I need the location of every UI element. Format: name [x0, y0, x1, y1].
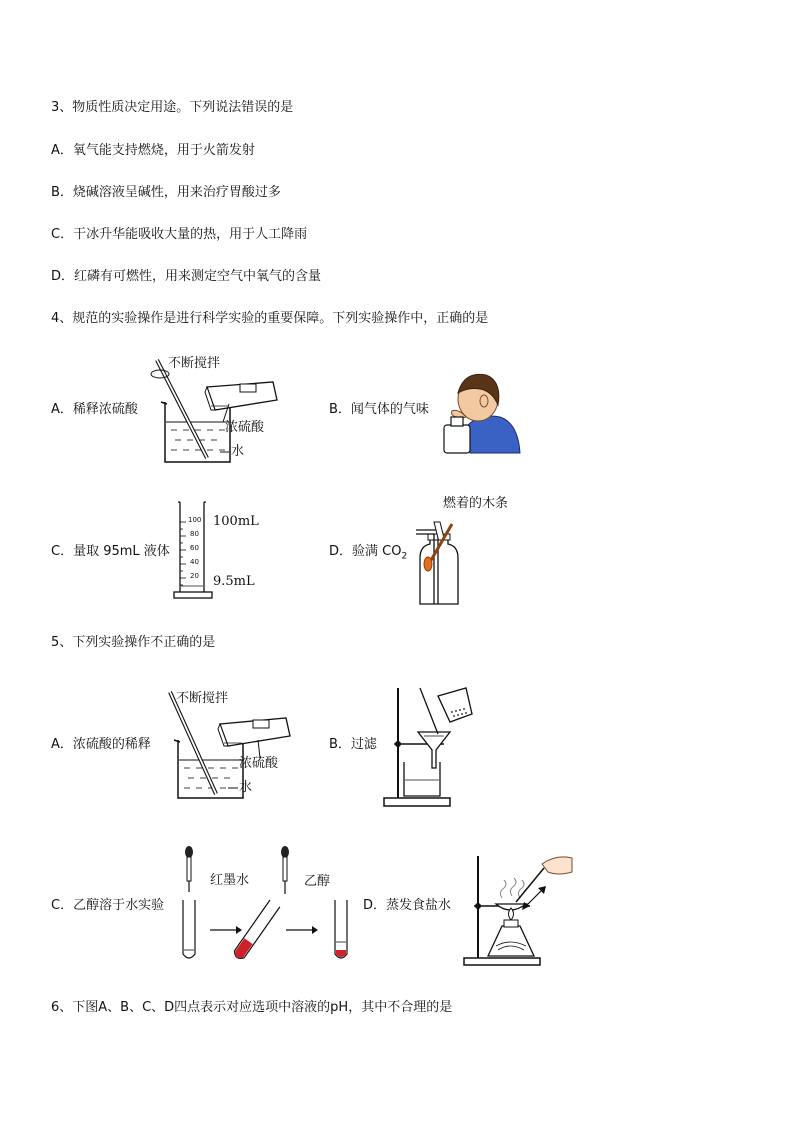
- q4-option-c: C．量取 95mL 液体: [51, 544, 170, 559]
- q4-cylinder-top-label: 100mL: [213, 514, 259, 529]
- q5-option-b: B．过滤: [329, 737, 377, 752]
- q5-filtration-figure: [380, 684, 476, 810]
- q4-option-a: A．稀释浓硫酸: [51, 402, 138, 417]
- q3-option-c: C．干冰升华能吸收大量的热，用于人工降雨: [51, 227, 308, 242]
- q5-ethanol-label: 乙醇: [304, 874, 331, 889]
- q5-ethanol-figure: [180, 842, 355, 966]
- q4-option-d-text: D．验满 CO: [329, 544, 402, 559]
- q5-water-label: 水: [239, 780, 253, 795]
- q4-option-b: B．闻气体的气味: [329, 402, 429, 417]
- q4-cylinder-tick: 60: [190, 544, 199, 552]
- q3-option-a: A．氧气能支持燃烧，用于火箭发射: [51, 143, 255, 158]
- q4-cylinder-tick: 40: [190, 558, 199, 566]
- q5-option-d: D．蒸发食盐水: [363, 898, 452, 913]
- q4-option-d: [329, 544, 407, 565]
- q4-option-d-subscript: 2: [401, 551, 408, 562]
- q5-acid-label: 浓硫酸: [239, 756, 279, 771]
- q3-option-d: D．红磷有可燃性，用来测定空气中氧气的含量: [51, 269, 322, 284]
- q5-ink-label: 红墨水: [210, 873, 250, 888]
- q4-stem: 4、规范的实验操作是进行科学实验的重要保障。下列实验操作中，正确的是: [51, 311, 489, 326]
- q6-stem: 6、下图A、B、C、D四点表示对应选项中溶液的pH，其中不合理的是: [51, 1000, 453, 1015]
- q4-cylinder-tick: 80: [190, 530, 199, 538]
- q5-option-c: C．乙醇溶于水实验: [51, 898, 165, 913]
- q4-cylinder-bottom-label: 9.5mL: [213, 574, 255, 589]
- q5-option-a: A．浓硫酸的稀释: [51, 737, 151, 752]
- q4-water-label: 水: [231, 444, 245, 459]
- q4-stick-label: 燃着的木条: [443, 496, 509, 511]
- q5-evaporation-figure: [460, 850, 575, 968]
- q3-stem: 3、物质性质决定用途。下列说法错误的是: [51, 100, 294, 115]
- q4-acid-label: 浓硫酸: [225, 420, 265, 435]
- q4-smell-figure: [440, 365, 522, 455]
- q5-stem: 5、下列实验操作不正确的是: [51, 635, 216, 650]
- q4-cylinder-tick: 20: [190, 572, 199, 580]
- q4-stir-label: 不断搅拌: [168, 356, 221, 371]
- q3-option-b: B．烧碱溶液呈碱性，用来治疗胃酸过多: [51, 185, 281, 200]
- q5-stir-label: 不断搅拌: [176, 691, 229, 706]
- q4-co2-bottle-figure: [410, 518, 470, 608]
- q4-cylinder-tick: 100: [188, 516, 202, 524]
